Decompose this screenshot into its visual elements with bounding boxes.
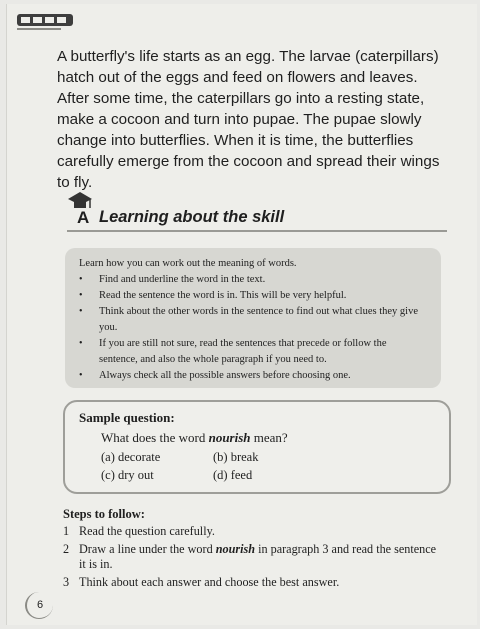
- section-title: Learning about the skill: [99, 208, 285, 226]
- list-item: • Think about the other words in the sentence to find out what clues they give you.: [79, 306, 419, 333]
- target-word: nourish: [208, 430, 251, 445]
- page-number: 6: [25, 592, 53, 619]
- answer-option-c: (c) dry out: [101, 468, 154, 482]
- list-item: 1 Read the question carefully.: [63, 524, 215, 538]
- answer-option-a: (a) decorate: [101, 450, 161, 464]
- sample-question-label: Sample question:: [79, 410, 175, 425]
- steps-heading: Steps to follow:: [63, 507, 145, 521]
- bullet-icon: •: [79, 338, 83, 349]
- bullet-icon: •: [79, 290, 83, 301]
- section-underline: [67, 230, 447, 232]
- list-item: • Read the sentence the word is in. This will be very helpful.: [79, 288, 419, 304]
- answer-option-d: (d) feed: [213, 468, 253, 482]
- steps-list: [63, 524, 443, 593]
- list-item: 3 Think about each answer and choose the best answer.: [63, 575, 340, 589]
- bullet-icon: •: [79, 306, 83, 317]
- list-item: • Find and underline the word in the text.: [79, 272, 419, 288]
- skill-tips-box: [65, 248, 441, 388]
- answer-option-b: (b) break: [213, 450, 259, 464]
- section-letter: A: [77, 208, 90, 227]
- intro-paragraph: A butterfly's life starts as an egg. The larvae (caterpillars) hatch out of the eggs and feed on flowers and leaves. After some time, the caterpillars go into a resting state, make a cocoon and turn into pupae. The pupae slowly change into butterflies. When it is time, the butterflies carefully emerge from the cocoon and spread their wings to fly.: [57, 48, 440, 191]
- sample-question-box: [63, 400, 451, 494]
- book-page: [6, 4, 477, 625]
- target-word: nourish: [215, 542, 256, 556]
- list-item: 2 Draw a line under the word nourish in paragraph 3 and read the sentence it is in.: [63, 542, 437, 571]
- sample-question-text: What does the word nourish mean?: [101, 430, 288, 445]
- list-item: • If you are still not sure, read the sentences that precede or follow the sentence, and also the whole paragraph if you need to.: [79, 338, 387, 365]
- section-heading: [67, 190, 447, 230]
- skill-tips-list: [79, 272, 419, 384]
- list-item: • Always check all the possible answers before choosing one.: [79, 368, 419, 384]
- skill-tips-lead: Learn how you can work out the meaning of words.: [79, 258, 297, 269]
- series-logo: [17, 12, 75, 34]
- bullet-icon: •: [79, 274, 83, 285]
- bullet-icon: •: [79, 370, 83, 381]
